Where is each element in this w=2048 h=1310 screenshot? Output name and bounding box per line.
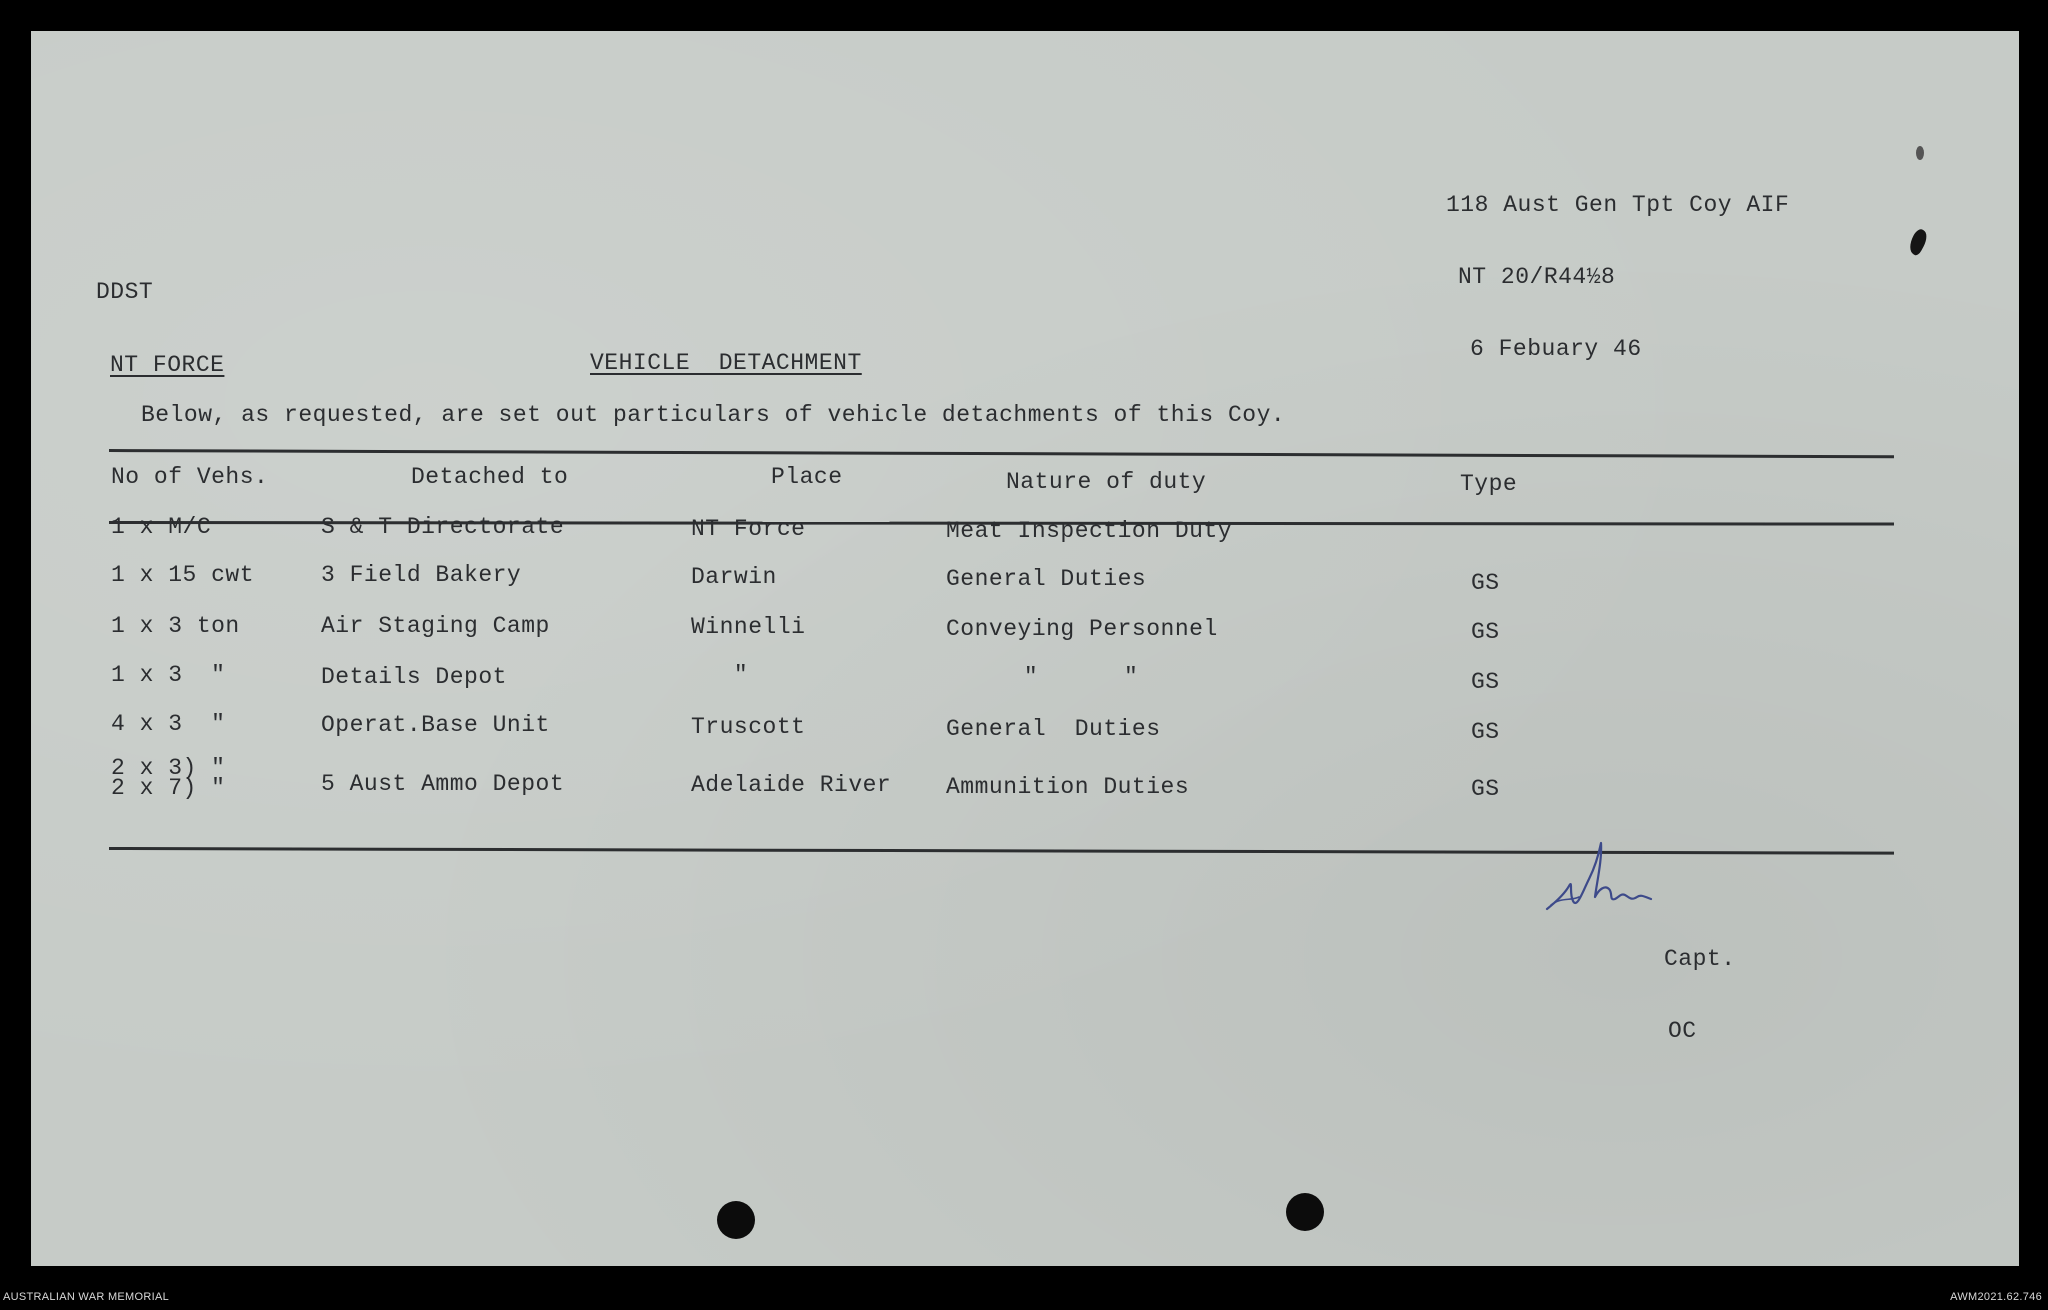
cell-detached-to: Operat.Base Unit — [321, 712, 550, 738]
table-row — [31, 614, 2019, 644]
cell-detached-to: Details Depot — [321, 664, 507, 690]
header-place: Place — [771, 464, 843, 490]
archive-accession-number: AWM2021.62.746 — [1950, 1291, 2042, 1303]
cell-type: GS — [1471, 719, 1500, 745]
punch-hole — [717, 1201, 755, 1239]
cell-type: GS — [1471, 570, 1500, 596]
table-row — [31, 663, 2019, 693]
document-sheet — [31, 31, 2019, 1266]
cell-place: Adelaide River — [691, 772, 892, 798]
cell-place: Darwin — [691, 564, 777, 590]
header-nature-of-duty: Nature of duty — [1006, 469, 1207, 495]
table-row — [31, 711, 2019, 745]
cell-nature: Ammunition Duties — [946, 774, 1190, 800]
document-heading: VEHICLE DETACHMENT — [590, 350, 862, 376]
intro-paragraph: Below, as requested, are set out particulars of vehicle detachments of this Coy. — [141, 402, 1286, 428]
cell-no: 2 x 3) " 2 x 7) " — [111, 755, 226, 801]
reference-block — [1446, 145, 1789, 409]
cell-type: GS — [1471, 669, 1500, 695]
header-type: Type — [1460, 471, 1518, 497]
cell-detached-to: 3 Field Bakery — [321, 562, 522, 588]
file-reference: NT 20/R44½8 — [1458, 264, 1616, 290]
paper-tear — [1906, 227, 1931, 257]
addressee — [96, 232, 224, 426]
header-no-of-vehs: No of Vehs. — [111, 464, 269, 490]
signatory-rank: Capt. — [1664, 946, 1736, 972]
table-row — [31, 515, 2019, 545]
header-detached-to: Detached to — [411, 464, 569, 490]
archive-credit: AUSTRALIAN WAR MEMORIAL — [3, 1291, 170, 1303]
cell-place: NT Force — [691, 516, 806, 542]
cell-no: 1 x 15 cwt — [111, 562, 255, 588]
cell-no: 1 x 3 " — [111, 662, 226, 688]
cell-nature: Meat Inspection Duty — [946, 518, 1233, 544]
cell-detached-to: 5 Aust Ammo Depot — [321, 771, 565, 797]
cell-place: Truscott — [691, 714, 806, 740]
cell-detached-to: Air Staging Camp — [321, 613, 550, 639]
addressee-line-1: DDST — [96, 279, 154, 305]
cell-no: 1 x 3 ton — [111, 613, 240, 639]
cell-place: " — [691, 662, 749, 688]
cell-nature: General Duties — [946, 566, 1147, 592]
cell-type: GS — [1471, 776, 1500, 802]
addressee-line-2: NT FORCE — [110, 352, 225, 378]
table-top-rule — [109, 449, 1894, 458]
cell-no: 1 x M/C — [111, 514, 212, 540]
cell-no: 4 x 3 " — [111, 711, 226, 737]
cell-place: Winnelli — [691, 614, 806, 640]
punch-hole — [1286, 1193, 1324, 1231]
cell-detached-to: S & T Directorate — [321, 514, 565, 540]
cell-nature: General Duties — [946, 716, 1161, 742]
cell-nature: Conveying Personnel — [946, 616, 1218, 642]
table-row — [31, 755, 2019, 802]
table-row — [31, 562, 2019, 596]
signatory-title — [1664, 899, 1736, 1091]
unit-name: 118 Aust Gen Tpt Coy AIF — [1446, 192, 1790, 218]
signature-icon — [1539, 831, 1659, 931]
paper-mark — [1916, 146, 1924, 160]
cell-type: GS — [1471, 619, 1500, 645]
cell-nature: " " — [981, 664, 1139, 690]
signatory-appointment: OC — [1668, 1018, 1697, 1044]
letter-date: 6 Febuary 46 — [1470, 336, 1642, 362]
